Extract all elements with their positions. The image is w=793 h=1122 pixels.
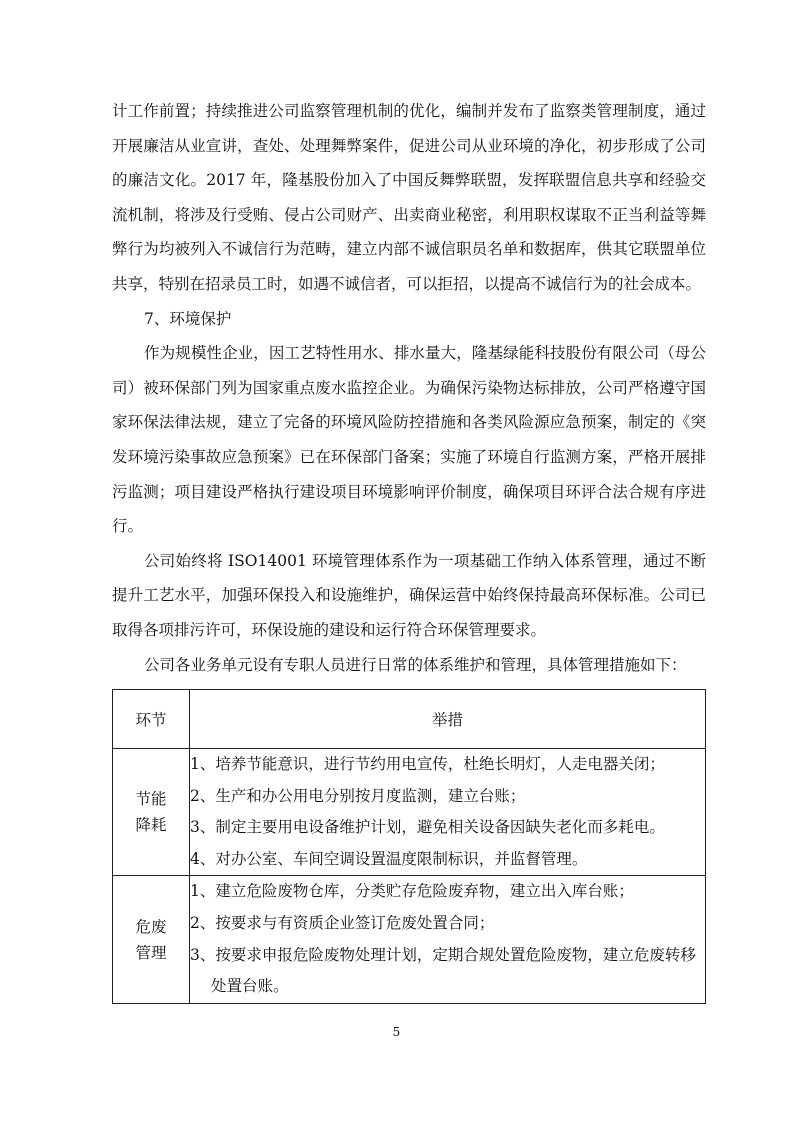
section-label-line: 节能: [135, 790, 167, 809]
paragraph-environment-overview: 作为规模性企业，因工艺特性用水、排水量大，隆基绿能科技股份有限公司（母公司）被环保部门列为国家重点废水监控企业。为确保污染物达标排放，公司严格遵守国家环保法律法规，建立了完备的环境风险防控措施和各类风险源应急预案，制定的《突发环境污染事故应急预案》已在环保部门备案；实施了环境自行监测方案，严格开展排污监测；项目建设严格执行建设项目环境影响评价制度，确保项目环评合法合规有序进行。: [112, 344, 706, 536]
measure-item: 4、对办公室、车间空调设置温度限制标识，并监督管理。: [190, 849, 588, 868]
table-header-stage: 环节: [113, 690, 190, 749]
section-heading-environmental-protection: 7、环境保护: [144, 309, 232, 328]
table-header-measures: 举措: [190, 690, 706, 749]
page-body: [112, 94, 706, 682]
measure-list-energy-saving: [190, 749, 706, 876]
paragraph-iso14001: 公司始终将 ISO14001 环境管理体系作为一项基础工作纳入体系管理，通过不断提升工艺水平，加强环保投入和设施维护，确保运营中始终保持最高环保标准。公司已取得各项排污许可，环保设施的建设和运行符合环保管理要求。: [112, 551, 706, 639]
measure-item: 2、生产和办公用电分别按月度监测，建立台账；: [190, 786, 526, 805]
section-label-line: 管理: [135, 943, 167, 962]
page-number: 5: [392, 1025, 401, 1039]
measure-item: 3、制定主要用电设备维护计划，避免相关设备因缺失老化而多耗电。: [190, 818, 665, 837]
measure-item: 1、建立危险废物仓库，分类贮存危险废弃物，建立出入库台账；: [190, 882, 634, 901]
section-label-line: 危废: [135, 917, 167, 936]
management-measures-table: [112, 689, 706, 1004]
table-row-hazardous-waste: [113, 876, 706, 1003]
section-label-line: 降耗: [135, 816, 167, 835]
table-row-energy-saving: [113, 749, 706, 876]
table-header-row: [113, 690, 706, 749]
measure-list-hazardous-waste: [190, 876, 706, 1003]
paragraph-measures-intro: 公司各业务单元设有专职人员进行日常的体系维护和管理，具体管理措施如下：: [144, 655, 687, 674]
measure-item: 3、按要求申报危险废物处理计划，定期合规处置危险废物，建立危废转移处置台账。: [190, 945, 696, 996]
measure-item: 1、培养节能意识，进行节约用电宣传，杜绝长明灯，人走电器关闭；: [190, 755, 665, 773]
section-label-energy-saving: [113, 749, 190, 876]
measure-item: 2、按要求与有资质企业签订危废处置合同；: [190, 913, 495, 932]
paragraph-integrity-culture: 计工作前置；持续推进公司监察管理机制的优化，编制并发布了监察类管理制度，通过开展廉洁从业宣讲，查处、处理舞弊案件，促进公司从业环境的净化，初步形成了公司的廉洁文化。2017 年，隆基股份加入了中国反舞弊联盟，发挥联盟信息共享和经验交流机制，将涉及行受贿、侵占公司财产、出卖商业秘密，利用职权谋取不正当利益等舞弊行为均被列入不诚信行为范畴，建立内部不诚信职员名单和数据库，供其它联盟单位共享，特别在招录员工时，如遇不诚信者，可以拒招，以提高不诚信行为的社会成本。: [112, 102, 706, 293]
section-label-hazardous-waste: [113, 876, 190, 1003]
